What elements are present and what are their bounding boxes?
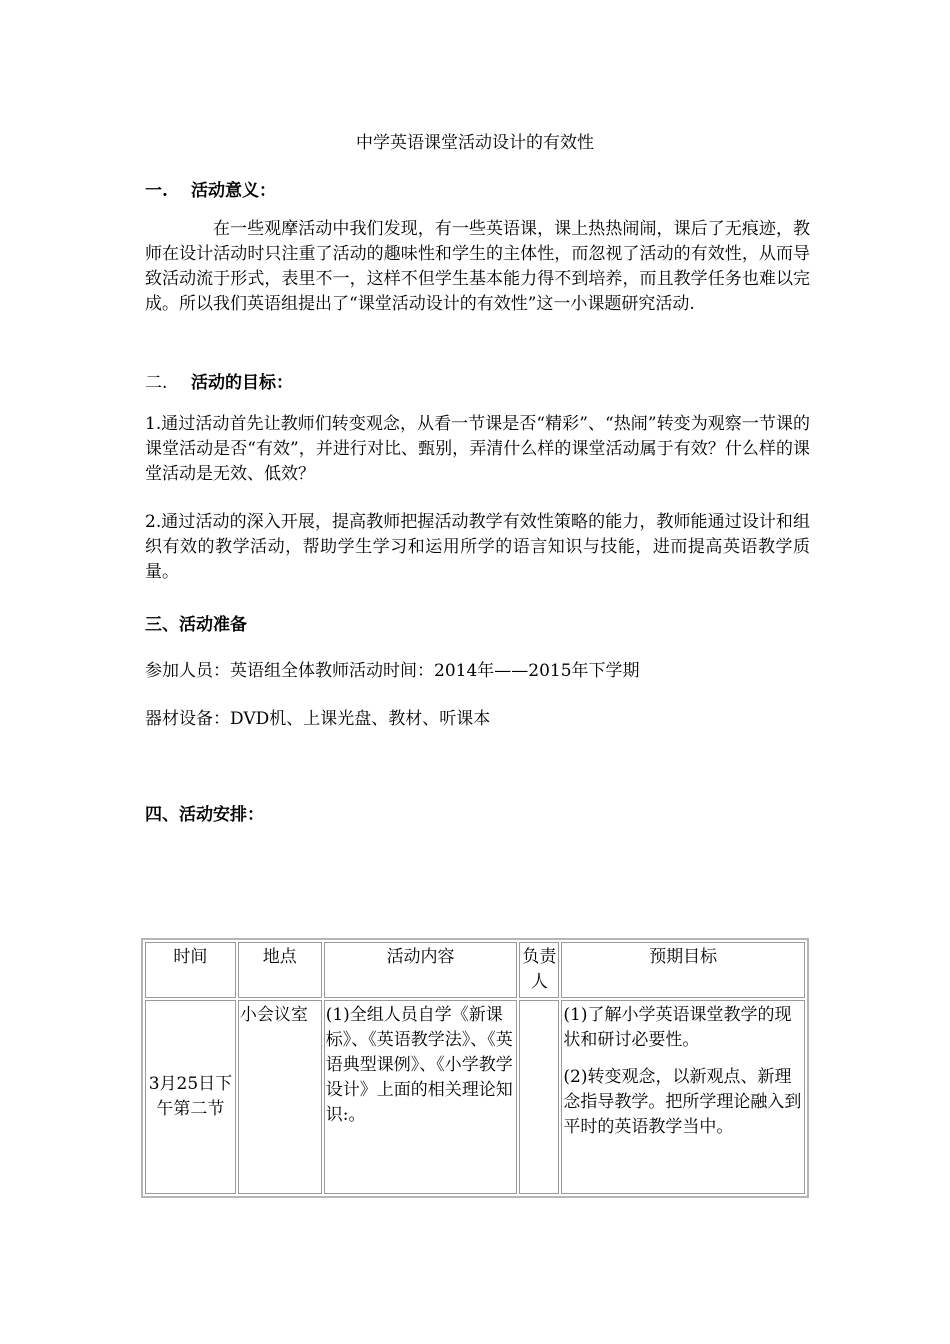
header-time: 时间 — [145, 942, 236, 998]
header-person: 负责人 — [519, 942, 559, 998]
row-content: (1)全组人员自学《新课标》、《英语教学法》、《英语典型课例》、《小学教学设计》上面的相关理论知识:。 — [324, 1000, 518, 1194]
row-person — [519, 1000, 559, 1194]
row-goal — [561, 1000, 805, 1194]
row-goal-2: (2)转变观念，以新观点、新理念指导教学。把所学理论融入到平时的英语教学当中。 — [563, 1067, 802, 1137]
section-2-point-1: 1.通过活动首先让教师们转变观念，从看一节课是否“精彩”、“热闹”转变为观察一节课的课堂活动是否“有效”，并进行对比、甄别，弄清什么样的课堂活动属于有效？什么样的课堂活动是无效、低效？ — [145, 414, 810, 484]
header-content: 活动内容 — [324, 942, 518, 998]
section-2-point-2: 2.通过活动的深入开展，提高教师把握活动教学有效性策略的能力，教师能通过设计和组织有效的教学活动，帮助学生学习和运用所学的语言知识与技能，进而提高英语教学质量。 — [145, 512, 810, 582]
section-1-heading — [145, 176, 276, 201]
section-4-heading: 四、活动安排： — [145, 805, 264, 825]
section-1-number: 一. — [145, 181, 168, 201]
section-1-body: 在一些观摩活动中我们发现，有一些英语课，课上热热闹闹，课后了无痕迹，教师在设计活动时只注重了活动的趣味性和学生的主体性，而忽视了活动的有效性，从而导致活动流于形式，表里不一，这样不但学生基本能力得不到培养，而且教学任务也难以完成。所以我们英语组提出了“课堂活动设计的有效性”这一小课题研究活动. — [145, 219, 810, 314]
equipment-line: 器材设备：DVD机、上课光盘、教材、听课本 — [145, 709, 491, 729]
row-place: 小会议室 — [238, 1000, 322, 1194]
section-2-title: 活动的目标： — [191, 373, 293, 393]
participants-line: 参加人员：英语组全体教师活动时间：2014年——2015年下学期 — [145, 661, 640, 681]
table-row — [145, 1000, 805, 1194]
section-1-title: 活动意义： — [191, 181, 276, 201]
section-2-number: 二. — [145, 373, 168, 393]
document-title: 中学英语课堂活动设计的有效性 — [356, 133, 594, 153]
row-goal-1: (1)了解小学英语课堂教学的现状和研讨必要性。 — [563, 1005, 792, 1050]
table-header-row — [145, 942, 805, 998]
section-3-heading: 三、活动准备 — [145, 615, 247, 635]
schedule-table — [141, 938, 809, 1198]
row-time: 3月25日下午第二节 — [145, 1000, 236, 1194]
section-2-heading — [145, 368, 293, 393]
header-goal: 预期目标 — [561, 942, 805, 998]
header-place: 地点 — [238, 942, 322, 998]
